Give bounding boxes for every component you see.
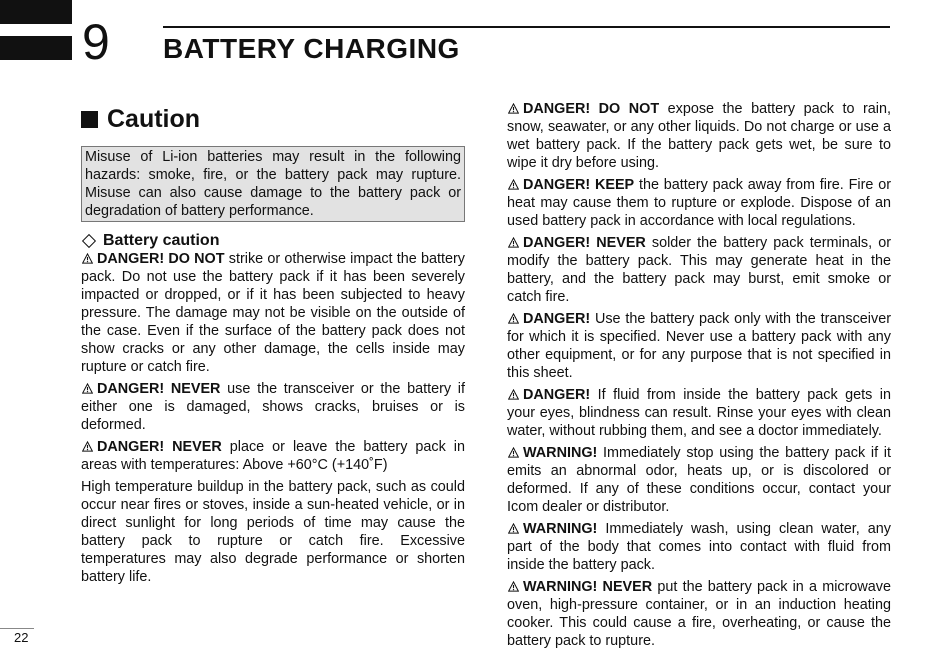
caution-paragraph xyxy=(507,176,891,230)
caution-paragraph xyxy=(507,386,891,440)
hazard-label: DANGER! NEVER xyxy=(523,235,646,251)
caution-paragraph xyxy=(507,578,891,650)
subheading xyxy=(81,232,465,250)
hazard-label: DANGER! NEVER xyxy=(97,439,222,455)
hazard-label: WARNING! xyxy=(523,445,598,461)
paragraph-text: put the battery pack in a microwave oven, high-pressure container, or in an induction heating cooker. This could cause a fire, overheating, or cause the battery pack to rupture. xyxy=(507,579,891,649)
subheading-text: Battery caution xyxy=(103,232,220,249)
warning-triangle-icon xyxy=(508,237,519,248)
caution-paragraph xyxy=(81,380,465,434)
paragraph-text: Immediately wash, using clean water, any part of the body that comes into contact with fluid from inside the battery pack. xyxy=(507,521,891,573)
paragraph-text: Use the battery pack only with the transceiver for which it is specified. Never use a battery pack with any other equipment, or for any purpose that is not specified in this sheet. xyxy=(507,311,891,381)
square-bullet-icon xyxy=(81,111,98,128)
chapter-number: 9 xyxy=(82,14,110,70)
hazard-label: DANGER! NEVER xyxy=(97,381,221,397)
caution-paragraph xyxy=(507,100,891,172)
caution-paragraph xyxy=(507,520,891,574)
paragraph-text: Immediately stop using the battery pack if it emits an abnormal odor, heats up, or is discolored or deformed. If any of these conditions occur, contact your Icom dealer or distributor. xyxy=(507,445,891,515)
warning-triangle-icon xyxy=(508,179,519,190)
paragraph-text: High temperature buildup in the battery pack, such as could occur near fires or stoves, inside a sun-heated vehicle, or in direct sunlight for long periods of time may cause the battery pack to rupture or catch fire. Excessive temperatures may also degrade performance or shorten battery life. xyxy=(81,479,465,585)
warning-triangle-icon xyxy=(508,103,519,114)
right-paragraph-list xyxy=(507,100,891,650)
hazard-label: WARNING! xyxy=(523,521,598,537)
section-heading xyxy=(81,102,465,136)
warning-triangle-icon xyxy=(508,447,519,458)
warning-triangle-icon xyxy=(508,313,519,324)
caution-paragraph xyxy=(81,478,465,586)
right-column xyxy=(507,100,891,654)
chapter-tab-top xyxy=(0,0,72,24)
hazard-label: DANGER! DO NOT xyxy=(523,101,660,117)
warning-triangle-icon xyxy=(508,389,519,400)
paragraph-text: place or leave the battery pack in areas with temperatures: Above +60°C (+140˚F) xyxy=(81,439,466,473)
hazard-label: DANGER! KEEP xyxy=(523,177,635,193)
caution-paragraph xyxy=(507,310,891,382)
caution-paragraph xyxy=(81,250,465,376)
caution-paragraph xyxy=(507,234,891,306)
hazard-label: WARNING! NEVER xyxy=(523,579,653,595)
warning-triangle-icon xyxy=(508,581,519,592)
left-column xyxy=(81,100,465,590)
chapter-tab-bottom xyxy=(0,36,72,60)
paragraph-text: strike or otherwise impact the battery pack. Do not use the battery pack if it has been severely impacted or dropped, or if it has been subjected to heavy pressure. The damage may not be visible on the outside of the case. Even if the surface of the battery pack does not show cracks or any other damage, the cells inside may rupture or catch fire. xyxy=(81,251,465,375)
paragraph-text: solder the battery pack terminals, or modify the battery pack. This may generate heat in the battery, and the battery pack may burst, emit smoke or catch fire. xyxy=(507,235,891,305)
caution-paragraph xyxy=(81,438,465,474)
hazard-label: DANGER! DO NOT xyxy=(97,251,225,267)
warning-triangle-icon xyxy=(508,523,519,534)
warning-triangle-icon xyxy=(82,441,93,452)
header-rule xyxy=(163,26,890,28)
caution-paragraph xyxy=(507,444,891,516)
page-number: 22 xyxy=(14,630,29,645)
chapter-title: BATTERY CHARGING xyxy=(163,33,460,64)
paragraph-text: If fluid from inside the battery pack gets in your eyes, blindness can result. Rinse your eyes with clean water, without rubbing them, and see a doctor immediately. xyxy=(507,387,891,439)
paragraph-text: use the transceiver or the battery if either one is damaged, shows cracks, bruises or is deformed. xyxy=(81,381,465,433)
diamond-bullet-icon xyxy=(82,234,96,248)
warning-triangle-icon xyxy=(82,253,93,264)
warning-triangle-icon xyxy=(82,383,93,394)
page-number-rule xyxy=(0,628,34,629)
paragraph-text: the battery pack away from fire. Fire or heat may cause them to rupture or explode. Dispose of an used battery pack in accordance with local regulations. xyxy=(507,177,891,229)
paragraph-text: expose the battery pack to rain, snow, seawater, or any other liquids. Do not charge or use a wet battery pack. If the battery pack gets wet, be sure to wipe it dry before using. xyxy=(507,101,891,171)
notice-box: Misuse of Li-ion batteries may result in the following hazards: smoke, fire, or the battery pack may rupture. Misuse can also cause damage to the battery pack or degradation of battery performance. xyxy=(81,146,465,222)
left-paragraph-list xyxy=(81,250,465,586)
section-title: Caution xyxy=(107,105,201,133)
hazard-label: DANGER! xyxy=(523,387,591,403)
hazard-label: DANGER! xyxy=(523,311,591,327)
